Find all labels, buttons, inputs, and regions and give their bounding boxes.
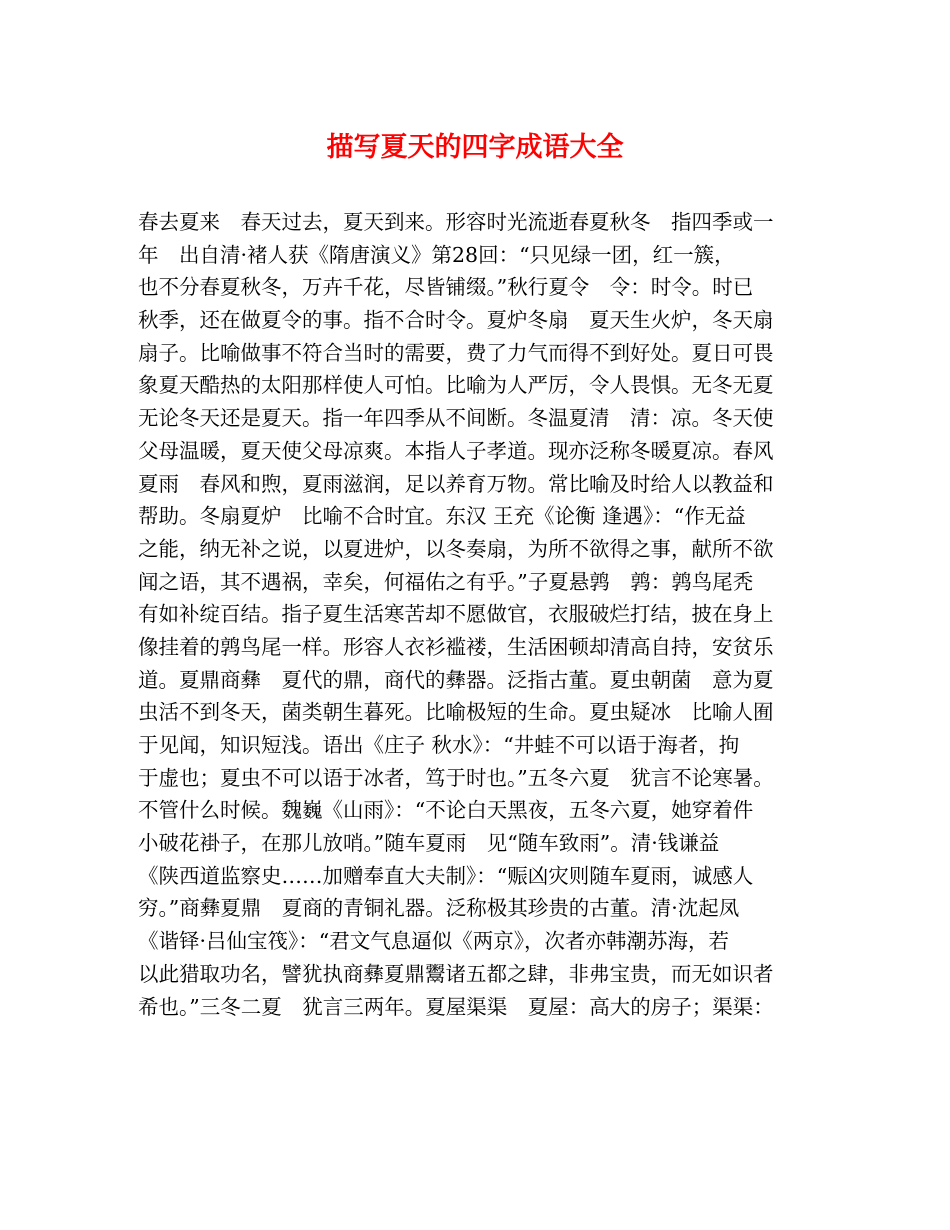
body-line: 无论冬天还是夏天。指一年四季从不间断。冬温夏清 清：凉。冬天使 [138,406,774,431]
body-line: 不管什么时候。魏巍《山雨》：“不论白天黑夜，五冬六夏，她穿着件 [138,798,754,823]
body-line: 也不分春夏秋冬，万卉千花，尽皆铺缀。”秋行夏令 令：时令。时已 [138,275,754,300]
body-line: 春去夏来 春天过去，夏天到来。形容时光流逝春夏秋冬 指四季或一 [138,210,774,234]
body-line: 扇子。比喻做事不符合当时的需要，费了力气而得不到好处。夏日可畏 [138,340,774,365]
document-body [138,206,828,1023]
body-line: 道。夏鼎商彝 夏代的鼎，商代的彝器。泛指古董。夏虫朝菌 意为夏 [138,667,774,692]
body-line: 帮助。冬扇夏炉 比喻不合时宜。东汉 王充《论衡 逢遇》：“作无益 [138,504,746,529]
body-line: 父母温暖，夏天使父母凉爽。本指人子孝道。现亦泛称冬暖夏凉。春风 [138,438,774,463]
body-line: 有如补绽百结。指子夏生活寒苦却不愿做官，衣服破烂打结，披在身上 [138,602,774,627]
body-line: 象夏天酷热的太阳那样使人可怕。比喻为人严厉，令人畏惧。无冬无夏 [138,373,774,398]
body-line: 以此猎取功名，譬犹执商彝夏鼎鬻诸五都之肆，非弗宝贵，而无如识者 [138,961,774,986]
body-line: 秋季，还在做夏令的事。指不合时令。夏炉冬扇 夏天生火炉，冬天扇 [138,308,774,333]
body-line: 《谐铎·吕仙宝筏》：“君文气息逼似《两京》，次者亦韩潮苏海，若 [138,929,729,954]
body-line: 像挂着的鹑鸟尾一样。形容人衣衫褴褛，生活困顿却清高自持，安贫乐 [138,634,774,659]
document-title: 描写夏天的四字成语大全 [326,132,624,163]
body-line: 年 出自清·褚人获《隋唐演义》第28回：“只见绿一团，红一簇， [138,242,735,267]
body-line: 《陕西道监察史……加赠奉直大夫制》：“赈凶灾则随车夏雨，诚感人 [138,863,754,888]
body-line: 之能，纳无补之说，以夏进炉，以冬奏扇，为所不欲得之事，献所不欲 [138,536,774,561]
body-line: 于虚也；夏虫不可以语于冰者，笃于时也。”五冬六夏 犹言不论寒暑。 [138,765,774,790]
body-line: 虫活不到冬天，菌类朝生暮死。比喻极短的生命。夏虫疑冰 比喻人囿 [138,700,774,725]
body-line: 于见闻，知识短浅。语出《庄子 秋水》：“井蛙不可以语于海者，拘 [138,733,740,757]
body-line: 希也。”三冬二夏 犹言三两年。夏屋渠渠 夏屋：高大的房子；渠渠： [138,994,774,1019]
body-line: 小破花褂子，在那儿放哨。”随车夏雨 见“随车致雨”。清·钱谦益 [138,831,720,856]
body-line: 夏雨 春风和煦，夏雨滋润，足以养育万物。常比喻及时给人以教益和 [138,471,774,496]
body-line: 闻之语，其不遇祸，幸矣，何福佑之有乎。”子夏悬鹑 鹑：鹑鸟尾秃 [138,569,754,594]
body-line: 穷。”商彝夏鼎 夏商的青铜礼器。泛称极其珍贵的古董。清·沈起凤 [138,896,740,921]
